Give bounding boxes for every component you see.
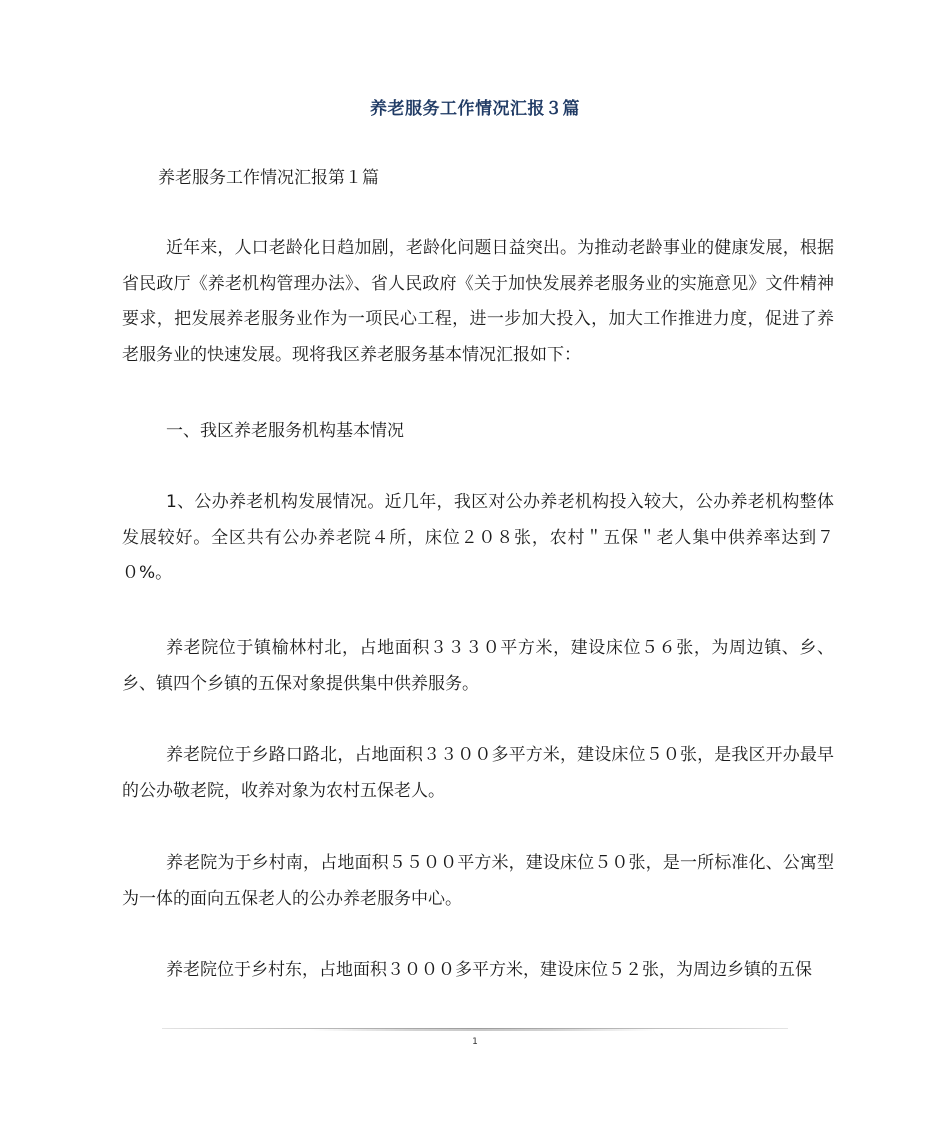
page-number: 1 (472, 1037, 478, 1047)
intro-paragraph: 近年来，人口老龄化日趋加剧，老龄化问题日益突出。为推动老龄事业的健康发展，根据省民政厅《养老机构管理办法》、省人民政府《关于加快发展养老服务业的实施意见》文件精神要求，把发展养老服务业作为一项民心工程，进一步加大投入，加大工作推进力度，促进了养老服务业的快速发展。现将我区养老服务基本情况汇报如下： (122, 238, 834, 365)
body-paragraph-public-institutions: 1、公办养老机构发展情况。近几年，我区对公办养老机构投入较大，公办养老机构整体发展较好。全区共有公办养老院４所，床位２０８张，农村＂五保＂老人集中供养率达到７０%。 (122, 492, 834, 583)
footer-divider-shadow (310, 1029, 656, 1031)
section-heading: 一、我区养老服务机构基本情况 (166, 421, 404, 441)
body-paragraph-nursing-home-2: 养老院位于乡路口路北，占地面积３３００多平方米，建设床位５０张，是我区开办最早的公办敬老院，收养对象为农村五保老人。 (122, 745, 834, 801)
body-paragraph-nursing-home-4: 养老院位于乡村东，占地面积３０００多平方米，建设床位５２张，为周边乡镇的五保 (166, 960, 812, 980)
body-paragraph-nursing-home-3: 养老院为于乡村南，占地面积５５００平方米，建设床位５０张，是一所标准化、公寓型为一体的面向五保老人的公办养老服务中心。 (122, 853, 834, 909)
body-paragraph-nursing-home-1: 养老院位于镇榆林村北，占地面积３３３０平方米，建设床位５６张，为周边镇、乡、乡、镇四个乡镇的五保对象提供集中供养服务。 (122, 638, 834, 694)
document-subtitle: 养老服务工作情况汇报第１篇 (158, 168, 379, 188)
document-title: 养老服务工作情况汇报３篇 (370, 99, 580, 119)
